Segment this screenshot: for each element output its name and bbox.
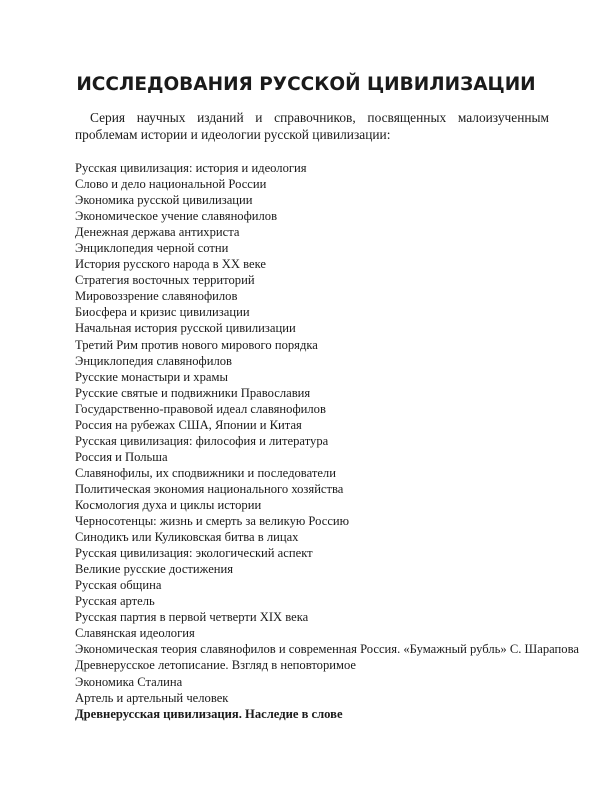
book-title-item: Россия и Польша <box>75 449 168 464</box>
book-title-item: Стратегия восточных территорий <box>75 273 255 288</box>
book-title-item: Биосфера и кризис цивилизации <box>75 305 250 320</box>
book-title-item: История русского народа в XX веке <box>75 257 266 272</box>
book-title-item: Россия на рубежах США, Японии и Китая <box>75 417 302 432</box>
book-title-item: Экономика русской цивилизации <box>75 193 253 208</box>
book-title-item: Русские святые и подвижники Православия <box>75 385 311 400</box>
book-title-item: Начальная история русской цивилизации <box>75 321 296 336</box>
book-title-item: Синодикъ или Куликовская битва в лицах <box>75 530 299 545</box>
book-title-item: Денежная держава антихриста <box>75 225 240 240</box>
book-title-item: Экономическое учение славянофилов <box>75 209 278 224</box>
book-title-item: Мировоззрение славянофилов <box>75 289 238 304</box>
book-title-item: Энциклопедия черной сотни <box>75 241 229 256</box>
book-title-item: Русские монастыри и храмы <box>75 369 228 384</box>
book-title-item: Великие русские достижения <box>75 562 234 577</box>
book-title-item: Политическая экономия национального хозяйства <box>75 481 344 496</box>
book-title-item: Русская партия в первой четверти XIX века <box>75 610 309 625</box>
book-title-item: Черносотенцы: жизнь и смерть за великую Россию <box>75 514 350 529</box>
book-title-item: Экономика Сталина <box>75 674 183 689</box>
book-title-item: Русская артель <box>75 594 155 609</box>
book-title-item: Экономическая теория славянофилов и современная Россия. «Бумажный рубль» С. Шарапова <box>75 642 579 657</box>
book-title-item: Слово и дело национальной России <box>75 177 267 192</box>
book-title-item: Русская цивилизация: философия и литература <box>75 433 329 448</box>
page-title: ИССЛЕДОВАНИЯ РУССКОЙ ЦИВИЛИЗАЦИИ <box>76 74 536 95</box>
series-intro: Серия научных изданий и справочников, посвященных малоизученным проблемам истории и идеологии русской цивилизации: <box>75 110 549 142</box>
book-title-item: Третий Рим против нового мирового порядка <box>75 337 318 352</box>
book-title-item: Русская цивилизация: экологический аспект <box>75 546 313 561</box>
series-book-list <box>75 160 579 722</box>
book-title-item: Славянская идеология <box>75 626 195 641</box>
book-title-item: Космология духа и циклы истории <box>75 497 262 512</box>
book-title-item-highlighted: Древнерусская цивилизация. Наследие в слове <box>75 706 343 721</box>
book-title-item: Государственно-правовой идеал славянофилов <box>75 401 326 416</box>
book-title-item: Артель и артельный человек <box>75 690 229 705</box>
book-title-item: Энциклопедия славянофилов <box>75 353 232 368</box>
book-title-item: Русская община <box>75 578 162 593</box>
book-title-item: Русская цивилизация: история и идеология <box>75 161 307 175</box>
book-title-item: Древнерусское летописание. Взгляд в неповторимое <box>75 658 357 673</box>
book-title-item: Славянофилы, их сподвижники и последователи <box>75 465 336 480</box>
